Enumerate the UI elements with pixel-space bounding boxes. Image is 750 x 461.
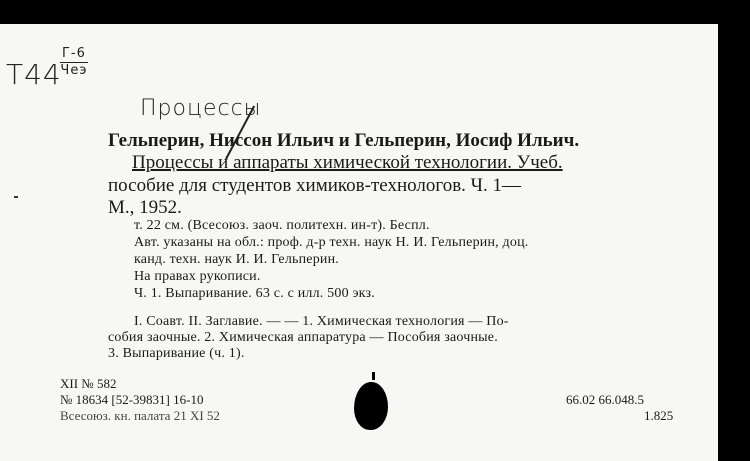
footer-left-line: XII № 582: [60, 376, 117, 391]
footer-left-line: Всесоюз. кн. палата 21 XI 52: [60, 408, 220, 423]
call-number-top: Г-6: [62, 46, 86, 61]
call-number: Т44: [6, 58, 62, 91]
handwritten-subject: Процессы: [140, 96, 262, 121]
description-line: канд. техн. наук И. И. Гельперин.: [134, 252, 339, 267]
description-line: Ч. 1. Выпаривание. 63 с. с илл. 500 экз.: [134, 286, 375, 301]
call-number-fraction: [60, 46, 88, 79]
description-line: т. 22 см. (Всесоюз. заоч. политехн. ин-т). Беспл.: [134, 218, 430, 233]
title-line-3: М., 1952.: [108, 197, 182, 218]
tracing-line: 3. Выпаривание (ч. 1).: [108, 346, 245, 361]
author-heading: Гельперин, Ниссон Ильич и Гельперин, Иосиф Ильич.: [108, 130, 580, 151]
footer-right-line: 1.825: [644, 408, 674, 423]
tracing-line: собия заочные. 2. Химическая аппаратура — Пособия заочные.: [108, 330, 498, 345]
ink-blot-tip: [372, 372, 375, 380]
footer-left-line: № 18634 [52-39831] 16-10: [60, 392, 204, 407]
card-edge: [718, 24, 750, 461]
ink-mark: [14, 196, 18, 198]
title-line-1: Процессы и аппараты химической технологии. Учеб.: [132, 152, 563, 173]
description-line: Авт. указаны на обл.: проф. д-р техн. наук Н. И. Гельперин, доц.: [134, 235, 529, 250]
ink-blot: [354, 382, 388, 430]
description-line: На правах рукописи.: [134, 269, 261, 284]
call-number-bottom: Чеэ: [60, 63, 88, 78]
footer-right-line: 66.02 66.048.5: [566, 392, 644, 407]
tracing-line: I. Соавт. II. Заглавие. — — 1. Химическая технология — По-: [134, 314, 509, 329]
title-line-2: пособие для студентов химиков-технологов. Ч. 1—: [108, 175, 522, 196]
